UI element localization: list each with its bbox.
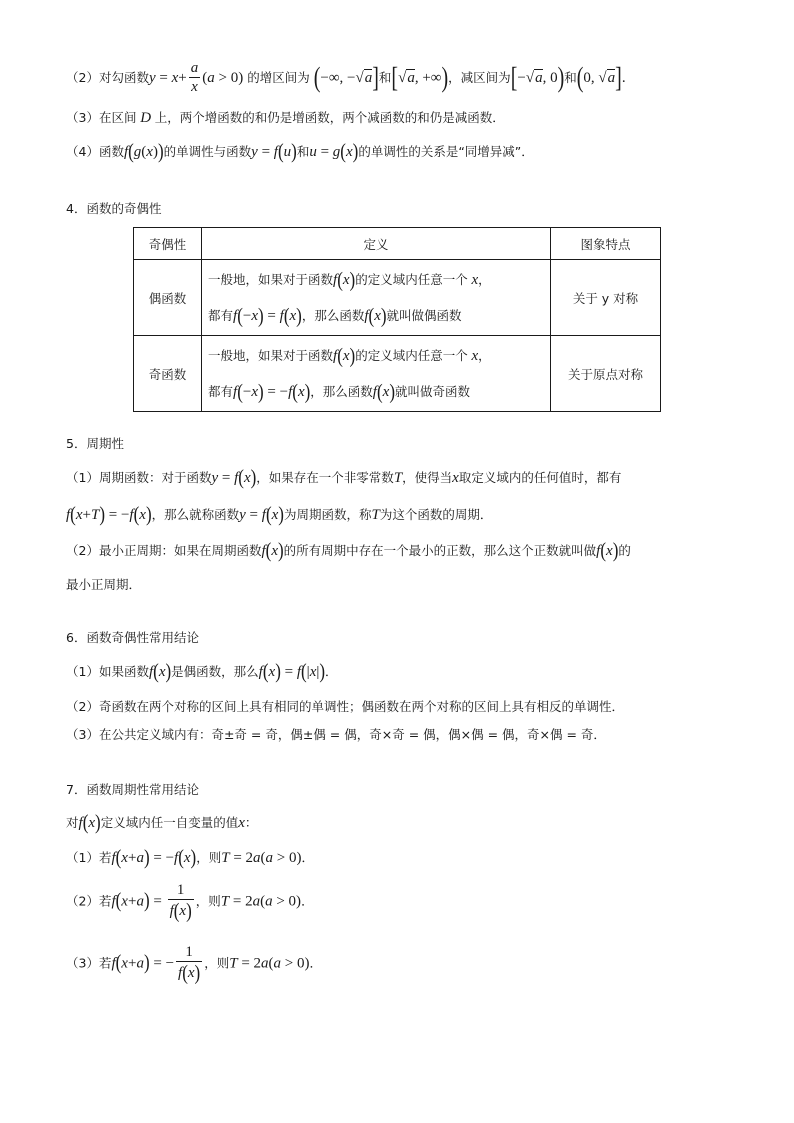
fraction-one-over-fx: $\frac{1}{f(x)}$ (169, 882, 192, 923)
table-header-row (134, 228, 661, 260)
row-definition: 一般地，如果对于函数f(x)的定义域内任意一个 x， 都有f(−x) = f(x)，那么函数f(x)就叫做偶函数 (202, 260, 551, 336)
s6-item-1: （1）如果函数f(x)是偶函数，那么f(x) = f(|x|)． (66, 659, 338, 684)
row-feature: 关于原点对称 (551, 336, 661, 412)
table-row-odd (134, 336, 661, 412)
s5-heading: 5．周期性 (66, 436, 124, 451)
fraction-one-over-fx: $\frac{1}{f(x)}$ (178, 944, 201, 985)
s6-item-2: （2）奇函数在两个对称的区间上具有相同的单调性；偶函数在两个对称的区间上具有相反的单调性． (66, 699, 624, 714)
s7-heading: 7．函数周期性常用结论 (66, 782, 199, 797)
fraction-a-over-x: $\frac{a}{x}$ (190, 60, 199, 96)
header-definition: 定义 (202, 228, 551, 260)
s5-item-2-line-2: 最小正周期． (66, 577, 142, 592)
s5-item-1-line-1: （1）周期函数：对于函数y = f(x)，如果存在一个非零常数T，使得当x取定义域内的任何值时，都有 (66, 465, 622, 490)
s4-heading: 4．函数的奇偶性 (66, 201, 162, 216)
row-feature: 关于 y 对称 (551, 260, 661, 336)
s6-heading: 6．函数奇偶性常用结论 (66, 630, 199, 645)
s5-item-1-line-2: f(x+T) = −f(x)，那么就称函数y = f(x)为周期函数，称T为这个函数的周期． (66, 502, 493, 527)
header-parity: 奇偶性 (134, 228, 202, 260)
s6-item-3: （3）在公共定义域内有：奇±奇 = 奇，偶±偶 = 偶，奇×奇 = 偶，偶×偶 = 偶，奇×偶 = 奇． (66, 727, 606, 742)
row-name: 偶函数 (134, 260, 202, 336)
s3-item-4: （4）函数f(g(x))的单调性与函数y = f(u)和u = g(x)的单调性的关系是“同增异减”． (66, 139, 534, 164)
parity-table (133, 227, 661, 412)
s7-intro: 对f(x)定义域内任一自变量的值x： (66, 810, 258, 835)
s5-item-2-line-1: （2）最小正周期：如果在周期函数f(x)的所有周期中存在一个最小的正数，那么这个正数就叫做f(x)的 (66, 538, 631, 563)
table-row-even (134, 260, 661, 336)
s3-item-3: （3）在区间 D 上，两个增函数的和仍是增函数，两个减函数的和仍是减函数． (66, 110, 505, 126)
s7-item-1: （1）若f(x+a) = −f(x)，则T = 2a(a > 0)． (66, 845, 315, 870)
s3-item-2: （2）对勾函数y = x+ $\frac{a}{x}$ (a > 0) 的增区间为 (−∞, −√a]和[√a, +∞)，减区间为[−√a, 0)和(0, √a]. (66, 60, 626, 96)
row-name: 奇函数 (134, 336, 202, 412)
row-definition: 一般地，如果对于函数f(x)的定义域内任意一个 x， 都有f(−x) = −f(x)，那么函数f(x)就叫做奇函数 (202, 336, 551, 412)
s7-item-3: （3）若f(x+a) = − $\frac{1}{f(x)}$ ，则T = 2a(a > 0)． (66, 944, 323, 985)
s7-item-2: （2）若f(x+a) = $\frac{1}{f(x)}$ ，则T = 2a(a > 0)． (66, 882, 314, 923)
header-graph-feature: 图象特点 (551, 228, 661, 260)
